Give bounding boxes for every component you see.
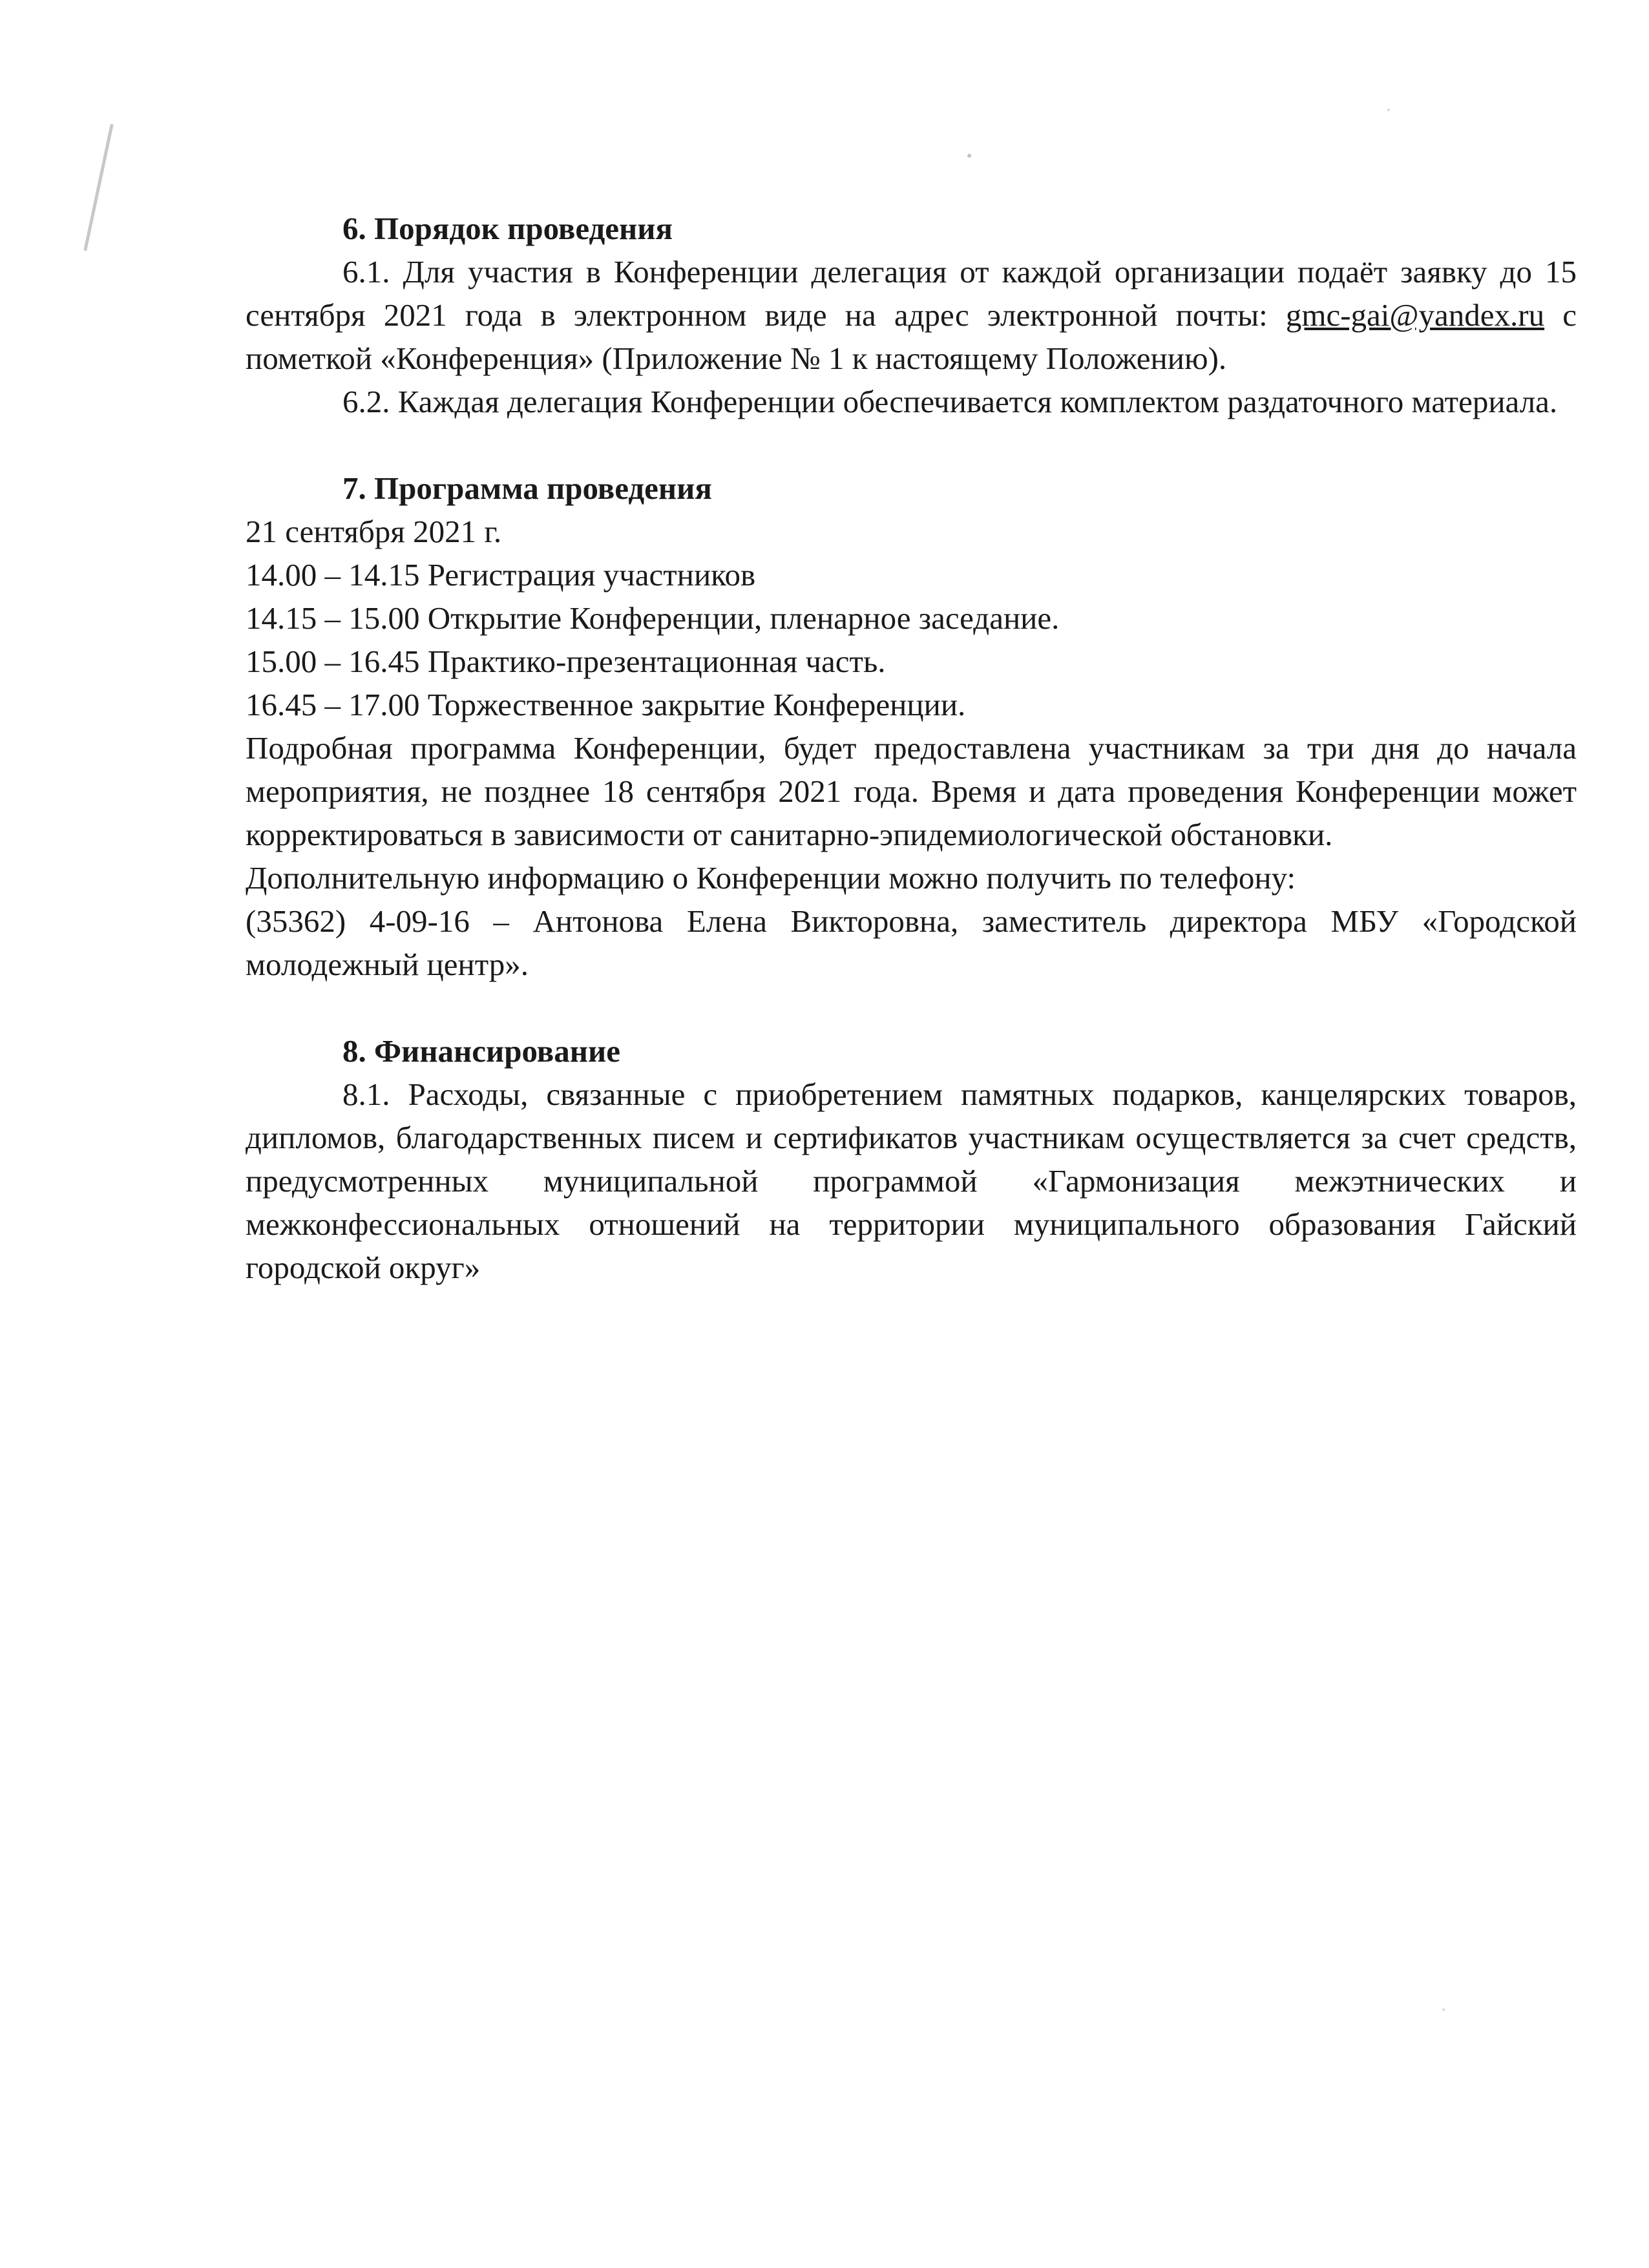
schedule-item: 14.15 – 15.00 Открытие Конференции, пленарное заседание. bbox=[246, 600, 1060, 636]
schedule-item: 16.45 – 17.00 Торжественное закрытие Конференции. bbox=[246, 687, 966, 722]
scan-dot bbox=[1442, 2008, 1445, 2011]
section-8-heading: 8. Финансирование bbox=[342, 1033, 620, 1069]
program-note: Подробная программа Конференции, будет предоставлена участникам за три дня до начала мероприятия, не позднее 18 сентября 2021 года. Время и дата проведения Конференции может корректироваться в зависимости от санитарно-эпидемиологической обстановки. bbox=[246, 730, 1577, 852]
section-6-paragraph-1 bbox=[246, 250, 1577, 380]
document-body bbox=[246, 207, 1577, 1289]
section-gap bbox=[246, 986, 1577, 1029]
section-gap bbox=[246, 423, 1577, 467]
email-link[interactable]: gmc-gai@yandex.ru bbox=[1285, 297, 1545, 333]
section-6-paragraph-2: 6.2. Каждая делегация Конференции обеспечивается комплектом раздаточного материала. bbox=[342, 384, 1558, 419]
scan-dot bbox=[1387, 109, 1390, 111]
scan-edge-mark bbox=[83, 124, 113, 251]
section-8-paragraph-1: 8.1. Расходы, связанные с приобретением памятных подарков, канцелярских товаров, дипломов, благодарственных писем и сертификатов участникам осуществляется за счет средств, предусмотренных муниципальной программой «Гармонизация межэтнических и межконфессиональных отношений на территории муниципального образования Гайский городской округ» bbox=[246, 1076, 1577, 1285]
program-date: 21 сентября 2021 г. bbox=[246, 514, 502, 549]
info-note: Дополнительную информацию о Конференции можно получить по телефону: bbox=[246, 860, 1296, 896]
section-6-heading: 6. Порядок проведения bbox=[342, 211, 673, 246]
schedule-item: 14.00 – 14.15 Регистрация участников bbox=[246, 557, 756, 593]
scan-dot bbox=[967, 154, 971, 158]
section-7-heading: 7. Программа проведения bbox=[342, 470, 712, 506]
section-6-paragraph-1-tail: с пометкой «Конференция» (Приложение № 1 к настоящему Положению). bbox=[246, 297, 1577, 376]
section-6-paragraph-1-lead: 6.1. Для участия в Конференции делегация от каждой организации подаёт заявку до 15 сентября 2021 года в электронном виде на адрес электронной почты: bbox=[246, 254, 1577, 333]
schedule-item: 15.00 – 16.45 Практико-презентационная часть. bbox=[246, 644, 886, 679]
contact-line: (35362) 4-09-16 – Антонова Елена Викторовна, заместитель директора МБУ «Городской молодежный центр». bbox=[246, 903, 1577, 982]
